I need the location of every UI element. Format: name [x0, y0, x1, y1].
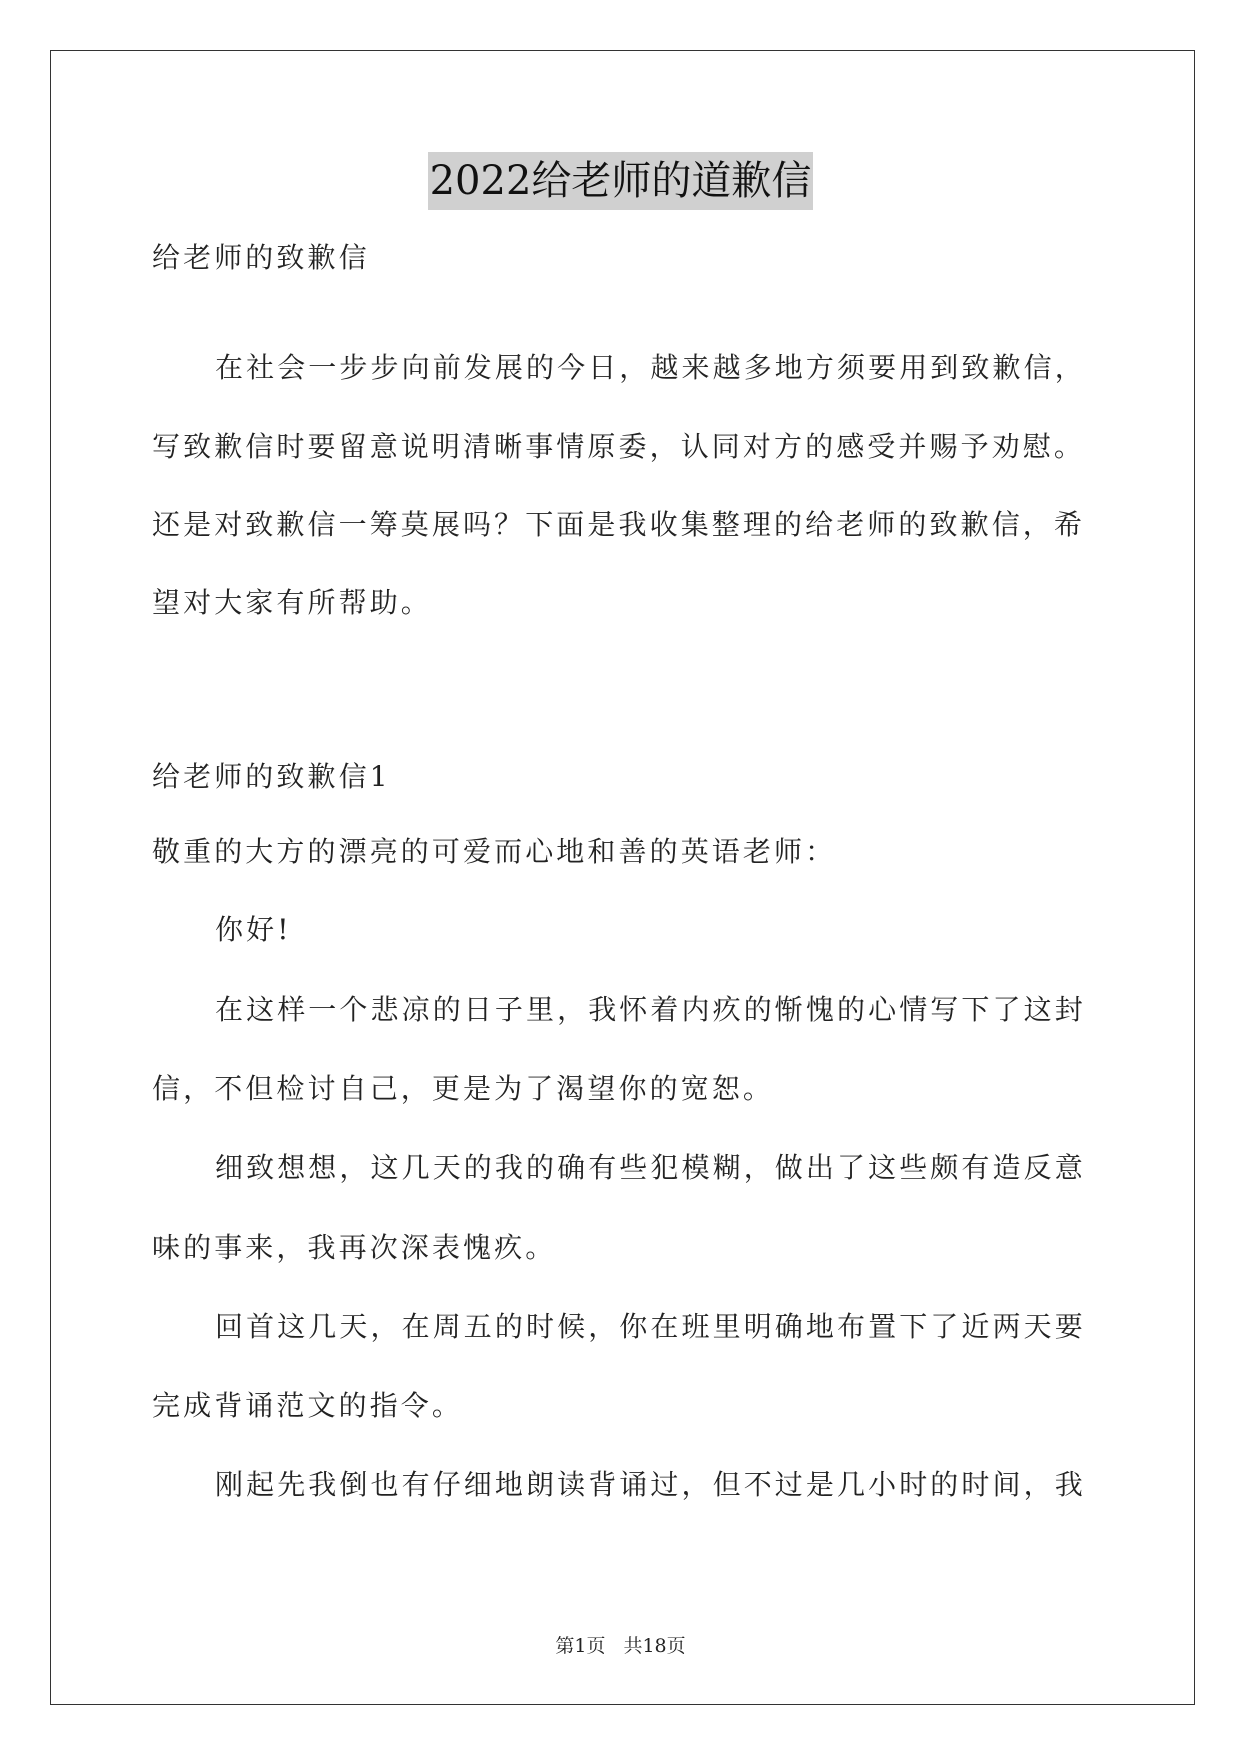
paragraph-line: 望对大家有所帮助。 — [152, 586, 432, 619]
page-total: 共18页 — [623, 1635, 686, 1657]
paragraph-line: 写致歉信时要留意说明清晰事情原委，认同对方的感受并赐予劝慰。 — [152, 430, 1086, 463]
paragraph-line: 味的事来，我再次深表愧疚。 — [152, 1231, 557, 1264]
paragraph-line: 完成背诵范文的指令。 — [152, 1389, 464, 1422]
paragraph-line: 刚起先我倒也有仔细地朗读背诵过，但不过是几小时的时间，我 — [215, 1468, 1086, 1501]
subtitle-line: 给老师的致歉信 — [152, 241, 370, 274]
paragraph-line: 还是对致歉信一筹莫展吗？下面是我收集整理的给老师的致歉信，希 — [152, 508, 1086, 541]
title-container — [0, 152, 1241, 210]
paragraph-line: 细致想想，这几天的我的确有些犯模糊，做出了这些颇有造反意 — [215, 1151, 1086, 1184]
page-number: 第1页 — [555, 1635, 606, 1657]
paragraph-line: 回首这几天，在周五的时候，你在班里明确地布置下了近两天要 — [215, 1310, 1086, 1343]
paragraph-line: 信，不但检讨自己，更是为了渴望你的宽恕。 — [152, 1072, 775, 1105]
document-title: 2022给老师的道歉信 — [428, 152, 814, 210]
salutation-line: 敬重的大方的漂亮的可爱而心地和善的英语老师： — [152, 835, 837, 868]
section-heading: 给老师的致歉信1 — [152, 760, 391, 793]
page-footer — [0, 1633, 1241, 1659]
page-border — [50, 50, 1195, 1705]
greeting-line: 你好! — [215, 913, 292, 946]
paragraph-line: 在社会一步步向前发展的今日，越来越多地方须要用到致歉信， — [215, 351, 1086, 384]
paragraph-line: 在这样一个悲凉的日子里，我怀着内疚的惭愧的心情写下了这封 — [215, 993, 1086, 1026]
